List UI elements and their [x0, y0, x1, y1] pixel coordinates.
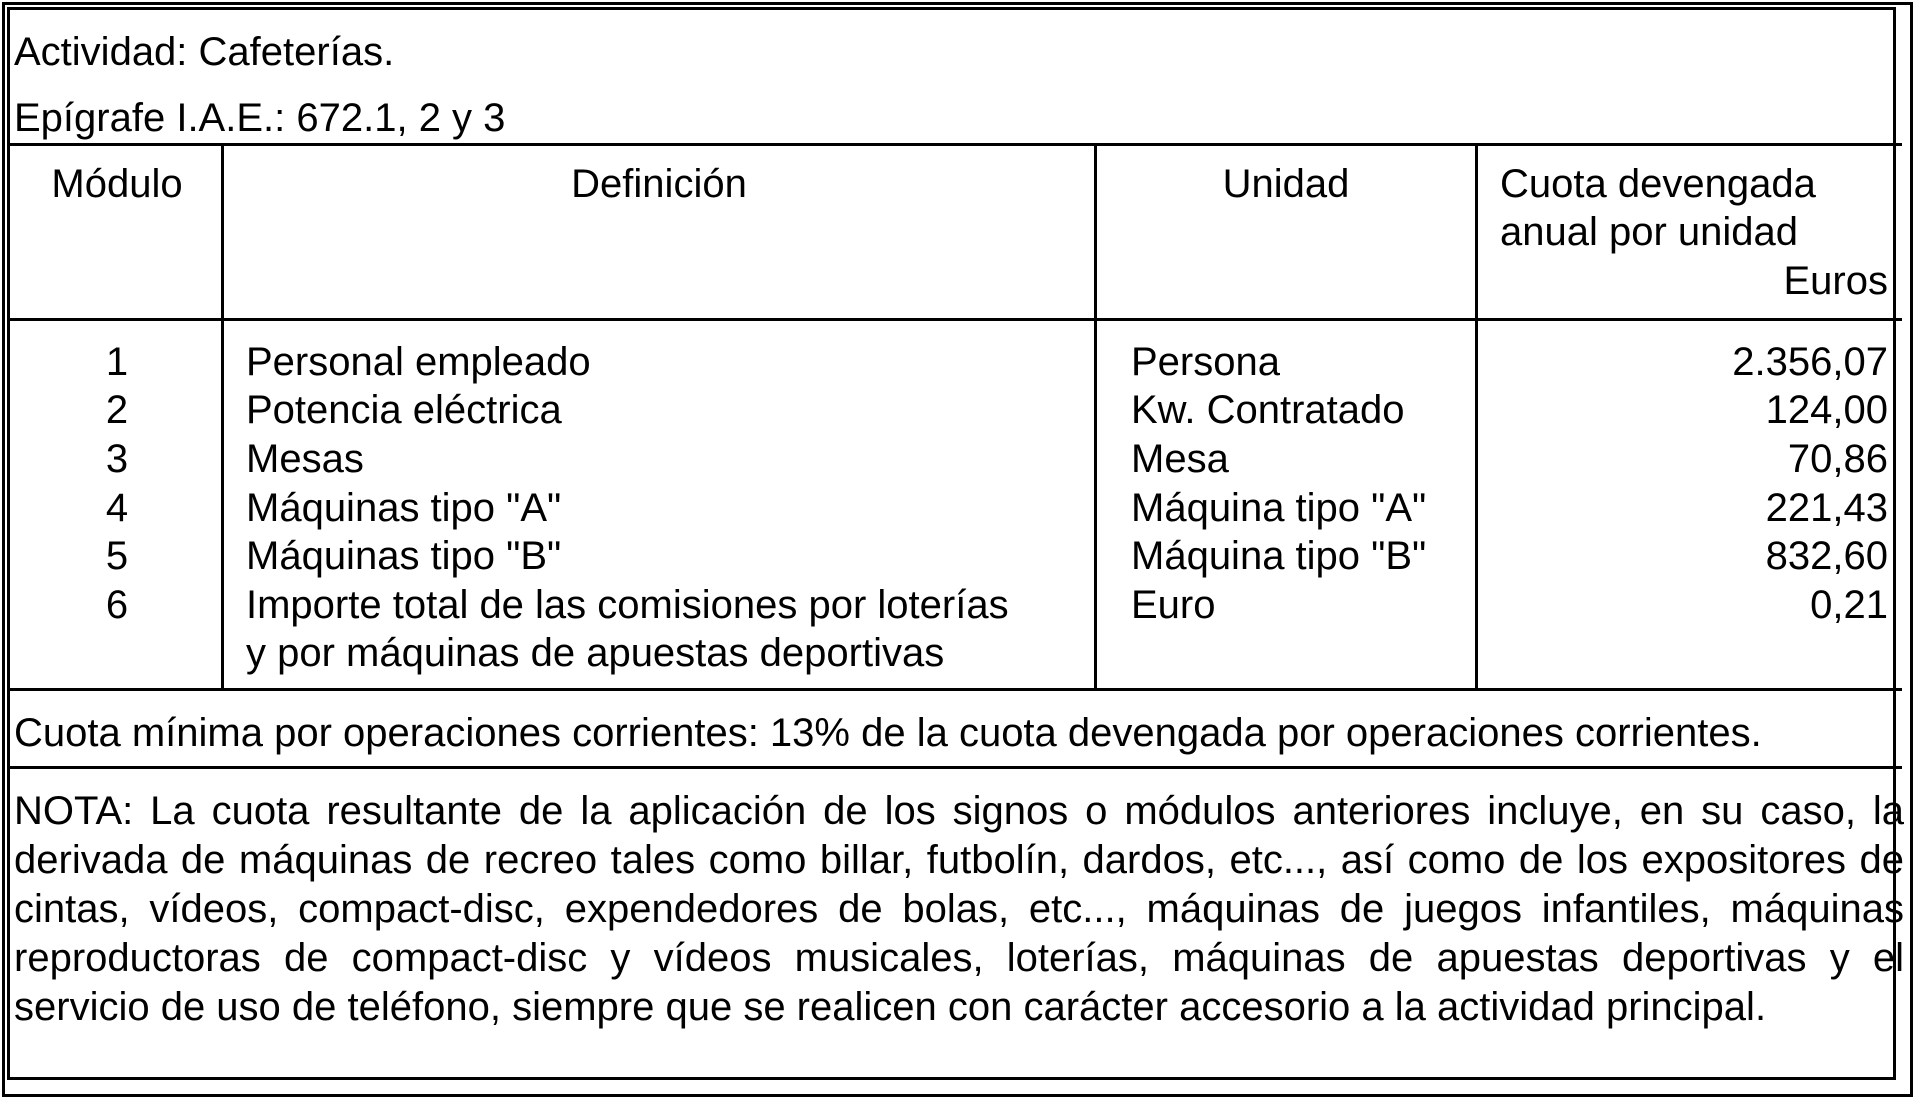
- column-header-definicion: Definición: [571, 162, 747, 206]
- row-unidad: Máquina tipo "A": [1131, 486, 1427, 530]
- column-divider-2: [1094, 143, 1097, 688]
- column-header-cuota-line2: anual por unidad: [1500, 210, 1799, 254]
- row-definicion-continued: y por máquinas de apuestas deportivas: [246, 631, 945, 675]
- row-definicion: Potencia eléctrica: [246, 388, 562, 432]
- row-cuota: 0,21: [1810, 583, 1888, 627]
- cuota-minima-text: Cuota mínima por operaciones corrientes: 13% de la cuota devengada por operaciones corrientes.: [14, 711, 1762, 755]
- epigrafe-label: Epígrafe I.A.E.: 672.1, 2 y 3: [14, 96, 506, 140]
- row-modulo: 1: [105, 340, 129, 384]
- row-cuota: 832,60: [1765, 534, 1888, 578]
- row-unidad: Mesa: [1131, 437, 1229, 481]
- row-modulo: 2: [105, 388, 129, 432]
- row-modulo: 6: [105, 583, 129, 627]
- column-header-unidad: Unidad: [1222, 162, 1350, 206]
- row-definicion: Mesas: [246, 437, 364, 481]
- row-unidad: Máquina tipo "B": [1131, 534, 1427, 578]
- row-definicion: Máquinas tipo "A": [246, 486, 562, 530]
- actividad-label: Actividad: Cafeterías.: [14, 30, 395, 74]
- row-definicion: Máquinas tipo "B": [246, 534, 562, 578]
- row-cuota: 124,00: [1765, 388, 1888, 432]
- column-header-modulo: Módulo: [51, 162, 183, 206]
- row-unidad: Euro: [1131, 583, 1216, 627]
- column-header-divider: [9, 318, 1902, 321]
- row-modulo: 4: [105, 486, 129, 530]
- row-definicion: Personal empleado: [246, 340, 591, 384]
- row-unidad: Persona: [1131, 340, 1280, 384]
- table-body-divider: [9, 688, 1902, 691]
- row-definicion: Importe total de las comisiones por loterías: [246, 583, 1009, 627]
- header-divider: [9, 143, 1902, 146]
- column-header-cuota-line3: Euros: [1783, 259, 1888, 303]
- row-unidad: Kw. Contratado: [1131, 388, 1405, 432]
- row-modulo: 3: [105, 437, 129, 481]
- row-cuota: 221,43: [1765, 486, 1888, 530]
- row-modulo: 5: [105, 534, 129, 578]
- row-cuota: 70,86: [1787, 437, 1888, 481]
- cuota-minima-divider: [9, 766, 1902, 769]
- column-header-cuota-line1: Cuota devengada: [1500, 162, 1816, 206]
- nota-text: NOTA: La cuota resultante de la aplicación de los signos o módulos anteriores incluye, en su caso, la derivada de máquinas de recreo tales como billar, futbolín, dardos, etc..., así como de los expositores de cintas, vídeos, compact-disc, expendedores de bolas, etc..., máquinas de juegos infantiles, máquinas reproductoras de compact-disc y vídeos musicales, loterías, máquinas de apuestas deportivas y el servicio de uso de teléfono, siempre que se realicen con carácter accesorio a la actividad principal.: [14, 789, 1904, 1029]
- row-cuota: 2.356,07: [1732, 340, 1888, 384]
